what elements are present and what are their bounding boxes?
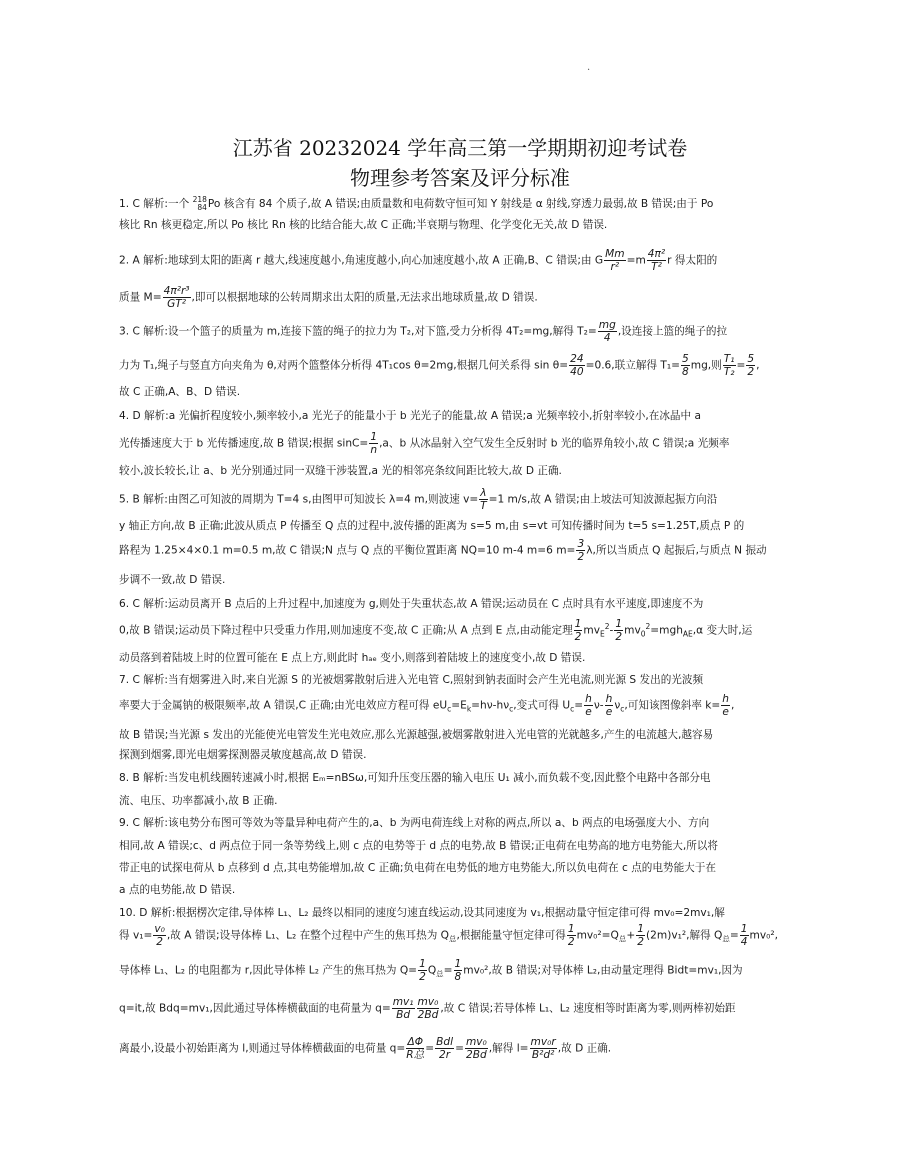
q2-line-1: 2. A 解析:地球到太阳的距离 r 越大,线速度越小,角速度越小,向心加速度越小,故 A 正确,B、C 错误;由 G $\frac{Mm}{\text{r²}}$ =m $\frac{\text{4π²}}{\text{T²}}$ r 得太阳的 [119,248,718,273]
page-title: 江苏省 20232024 学年高三第一学期期初迎考试卷 [232,136,688,160]
q7-line-2: 率要大于金属钠的极限频率,故 A 错误,C 正确;由光电效应方程可得 $eU_c=E_k=h\nu-h\nu_c$,变式可得 $U_c=$ $\frac{h}{e}$ ν- $\frac{h}{e}$ $\nu_c$,可知该图像斜率 k= $\frac{h}{e}$ , [119,693,735,718]
q5-line-2: y 轴正方向,故 B 正确;此波从质点 P 传播至 Q 点的过程中,波传播的距离为 s=5 m,由 s=vt 可知传播时间为 t=5 s=1.25T,质点 P 的 [119,520,745,532]
q4-line-1: 4. D 解析:a 光偏折程度较小,频率较小,a 光光子的能量小于 b 光光子的能量,故 A 错误;a 光频率较小,折射率较小,在冰晶中 a [119,410,701,422]
q6-line-1: 6. C 解析:运动员离开 B 点后的上升过程中,加速度为 g,则处于失重状态,故 A 错误;运动员在 C 点时具有水平速度,即速度不为 [119,598,704,610]
q5-line-1: 5. B 解析:由图乙可知波的周期为 T=4 s,由图甲可知波长 λ=4 m,则波速 v= $\frac{\lambda}{T}$ =1 m/s,故 A 错误;由上坡法可知波源起振方向沿 [119,487,718,512]
header-mark: . [587,62,591,73]
q3-line-1: 3. C 解析:设一个篮子的质量为 m,连接下篮的绳子的拉力为 T₂,对下篮,受力分析得 4T₂=mg,解得 T₂= $\frac{mg}{4}$ ,设连接上篮的绳子的拉 [119,319,728,344]
q4-line-3: 较小,波长较长,让 a、b 光分别通过同一双缝干涉装置,a 光的相邻亮条纹间距比较大,故 D 正确. [119,465,562,477]
q10-line-5: 离最小,设最小初始距离为 l,则通过导体棒横截面的电荷量 q= $\frac{\Delta\Phi}{\text{R总}}$ = $\frac{\text{Bdl}}{2r}$ = $\frac{\text{mv₀}}{2Bd}$ ,解得 l= $\frac{\text{mv₀r}}{\text{B²d²}}$ ,故 D 正确. [119,1036,612,1061]
q1-line-1: 1. C 解析:一个 218 84 Po 核含有 84 个质子,故 A 错误;由质量数和电荷数守恒可知 Y 射线是 α 射线,穿透力最弱,故 B 错误;由于 Po [119,195,714,212]
q7-line-1: 7. C 解析:当有烟雾进入时,来自光源 S 的光被烟雾散射后进入光电管 C,照射到钠表面时会产生光电流,则光源 S 发出的光波频 [119,674,704,686]
q10-line-1: 10. D 解析:根据楞次定律,导体棒 L₁、L₂ 最终以相同的速度匀速直线运动,设其同速度为 v₁,根据动量守恒定律可得 mv₀=2mv₁,解 [119,907,725,919]
q5-line-3: 路程为 1.25×4×0.1 m=0.5 m,故 C 错误;N 点与 Q 点的平衡位置距离 NQ=10 m-4 m=6 m= $\frac{3}{2}$ λ,所以当质点 Q 起振后,与质点 N 振动 [119,538,767,563]
q3-line-2: 力为 T₁,绳子与竖直方向夹角为 θ,对两个篮整体分析得 4T₁cos θ=2mg,根据几何关系得 sin θ= $\frac{24}{40}$ =0.6,联立解得 T₁= $\frac{5}{8}$ mg,则 $\frac{\text{T₁}}{\text{T₂}}$ = $\frac{5}{2}$ , [119,353,760,378]
q2-line-2: 质量 M= $\frac{\text{4π²r³}}{\text{GT²}}$ ,即可以根据地球的公转周期求出太阳的质量,无法求出地球质量,故 D 错误. [119,285,538,310]
q9-line-1: 9. C 解析:该电势分布图可等效为等量异种电荷产生的,a、b 为两电荷连线上对称的两点,所以 a、b 两点的电场强度大小、方向 [119,817,710,829]
q9-line-2: 相同,故 A 错误;c、d 两点位于同一条等势线上,则 c 点的电势等于 d 点的电势,故 B 错误;正电荷在电势高的地方电势能大,所以将 [119,840,719,852]
q10-line-4: q=it,故 Bdq=mv₁,因此通过导体棒横截面的电荷量为 q= $\frac{\text{mv₁}}{Bd}$ $\frac{\text{mv₀}}{2Bd}$ ,故 C 错误;若导体棒 L₁、L₂ 速度相等时距离为零,则两棒初始距 [119,996,736,1021]
page-subtitle: 物理参考答案及评分标准 [350,166,570,190]
q6-line-3: 动员落到着陆坡上时的位置可能在 E 点上方,则此时 hₐₑ 变小,则落到着陆坡上的速度变小,故 D 错误. [119,652,586,664]
q5-line-4: 步调不一致,故 D 错误. [119,574,226,586]
q6-line-2: 0,故 B 错误;运动员下降过程中只受重力作用,则加速度不变,故 C 正确;从 A 点到 E 点,由动能定理 $\frac{1}{2}$ $mv_E^2-$ $\frac{1}{2}$ $mv_0^2=mgh_{AE},\alpha$ 变大时,运 [119,618,753,643]
q10-line-2: 得 v₁= $\frac{\text{v₀}}{2}$ ,故 A 错误;设导体棒 L₁、L₂ 在整个过程中产生的焦耳热为 $Q_总$,根据能量守恒定律可得 $\frac{1}{2}$ $mv_0^2=Q_总+$ $\frac{1}{2}$ (2m)v₁²,解得 $Q_总=$ $\frac{1}{4}$ mv₀², [119,923,778,948]
q7-line-3: 故 B 错误;当光源 s 发出的光能使光电管发生光电效应,那么光源越强,被烟雾散射进入光电管的光就越多,产生的电流越大,越容易 [119,729,714,741]
q8-line-1: 8. B 解析:当发电机线圈转速减小时,根据 Eₘ=nBSω,可知升压变压器的输入电压 U₁ 减小,而负载不变,因此整个电路中各部分电 [119,772,711,784]
q3-line-3: 故 C 正确,A、B、D 错误. [119,386,241,398]
q9-line-4: a 点的电势能,故 D 错误. [119,884,236,896]
q10-line-3: 导体棒 L₁、L₂ 的电阻都为 r,因此导体棒 L₂ 产生的焦耳热为 Q= $\frac{1}{2}$ $Q_总=$ $\frac{1}{8}$ mv₀²,故 B 错误;对导体棒 L₂,由动量定理得 Bidt=mv₁,因为 [119,958,743,983]
q1-line-2: 核比 Rn 核更稳定,所以 Po 核比 Rn 核的比结合能大,故 C 正确;半衰期与物理、化学变化无关,故 D 错误. [119,219,608,231]
q4-line-2: 光传播速度大于 b 光传播速度,故 B 错误;根据 sinC= $\frac{1}{n}$ ,a、b 从冰晶射入空气发生全反射时 b 光的临界角较小,故 C 错误;a 光频率 [119,431,730,456]
q7-line-4: 探测到烟雾,即光电烟雾探测器灵敏度越高,故 D 错误. [119,749,367,761]
q9-line-3: 带正电的试探电荷从 b 点移到 d 点,其电势能增加,故 C 正确;负电荷在电势低的地方电势能大,所以负电荷在 c 点的电势能大于在 [119,862,716,874]
q8-line-2: 流、电压、功率都减小,故 B 正确. [119,795,278,807]
